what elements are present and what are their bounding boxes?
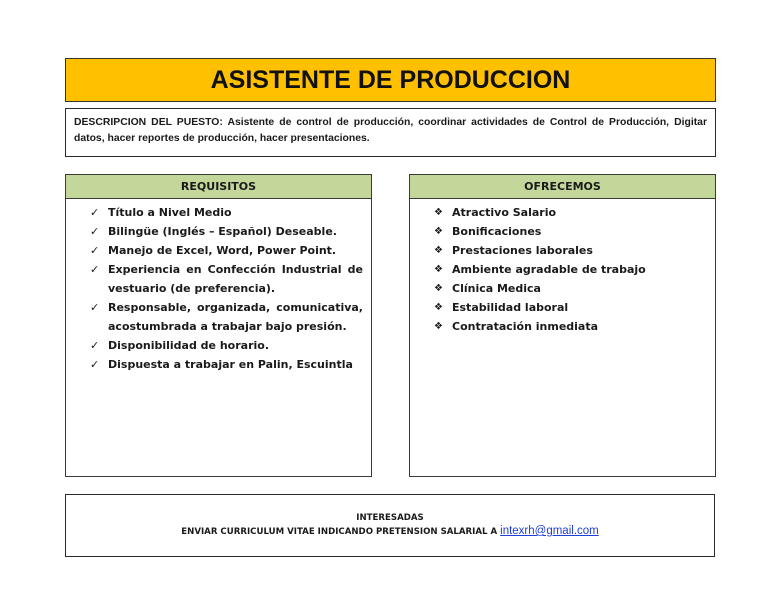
job-description-box xyxy=(65,108,716,157)
diamond-bullet-icon: ❖ xyxy=(434,226,443,237)
checkmark-icon: ✓ xyxy=(90,206,100,219)
offer-item: ❖ Clínica Medica xyxy=(410,279,715,298)
description-label: DESCRIPCION DEL PUESTO: xyxy=(74,117,223,128)
checkmark-icon: ✓ xyxy=(90,339,100,352)
checkmark-icon: ✓ xyxy=(90,225,100,238)
checkmark-icon: ✓ xyxy=(90,244,100,257)
page-title: ASISTENTE DE PRODUCCION xyxy=(210,65,571,94)
requirement-item: ✓ Disponibilidad de horario. xyxy=(66,336,371,355)
diamond-bullet-icon: ❖ xyxy=(434,207,443,218)
offers-list xyxy=(410,199,715,336)
requirement-item: ✓ Bilingüe (Inglés – Español) Deseable. xyxy=(66,222,371,241)
description-text: Asistente de control de producción, coordinar actividades de Control de Producción, Digitar datos, hacer reportes de producción, hacer presentaciones. xyxy=(74,117,707,144)
offer-item: ❖ Ambiente agradable de trabajo xyxy=(410,260,715,279)
diamond-bullet-icon: ❖ xyxy=(434,302,443,313)
requirement-item: ✓ Manejo de Excel, Word, Power Point. xyxy=(66,241,371,260)
offer-item: ❖ Atractivo Salario xyxy=(410,203,715,222)
contact-instructions: ENVIAR CURRICULUM VITAE INDICANDO PRETENSION SALARIAL A intexrh@gmail.com xyxy=(181,525,599,537)
requirement-item: ✓ Título a Nivel Medio xyxy=(66,203,371,222)
diamond-bullet-icon: ❖ xyxy=(434,321,443,332)
offer-item: ❖ Bonificaciones xyxy=(410,222,715,241)
offer-item: ❖ Contratación inmediata xyxy=(410,317,715,336)
requirements-panel xyxy=(65,174,372,477)
diamond-bullet-icon: ❖ xyxy=(434,264,443,275)
job-description xyxy=(74,115,707,147)
offers-header: OFRECEMOS xyxy=(410,175,715,199)
checkmark-icon: ✓ xyxy=(90,301,100,314)
email-link[interactable]: intexrh@gmail.com xyxy=(500,525,599,537)
title-banner xyxy=(65,58,716,102)
checkmark-icon: ✓ xyxy=(90,358,100,371)
checkmark-icon: ✓ xyxy=(90,263,100,276)
requirement-item: ✓ Experiencia en Confección Industrial de vestuario (de preferencia). xyxy=(66,260,371,298)
diamond-bullet-icon: ❖ xyxy=(434,245,443,256)
requirement-item: ✓ Dispuesta a trabajar en Palin, Escuintla xyxy=(66,355,371,374)
contact-heading: INTERESADAS xyxy=(356,513,424,523)
contact-box xyxy=(65,494,715,557)
requirement-item: ✓ Responsable, organizada, comunicativa, acostumbrada a trabajar bajo presión. xyxy=(66,298,371,336)
requirements-header: REQUISITOS xyxy=(66,175,371,199)
offer-item: ❖ Prestaciones laborales xyxy=(410,241,715,260)
diamond-bullet-icon: ❖ xyxy=(434,283,443,294)
offer-item: ❖ Estabilidad laboral xyxy=(410,298,715,317)
requirements-list xyxy=(66,199,371,374)
offers-panel xyxy=(409,174,716,477)
